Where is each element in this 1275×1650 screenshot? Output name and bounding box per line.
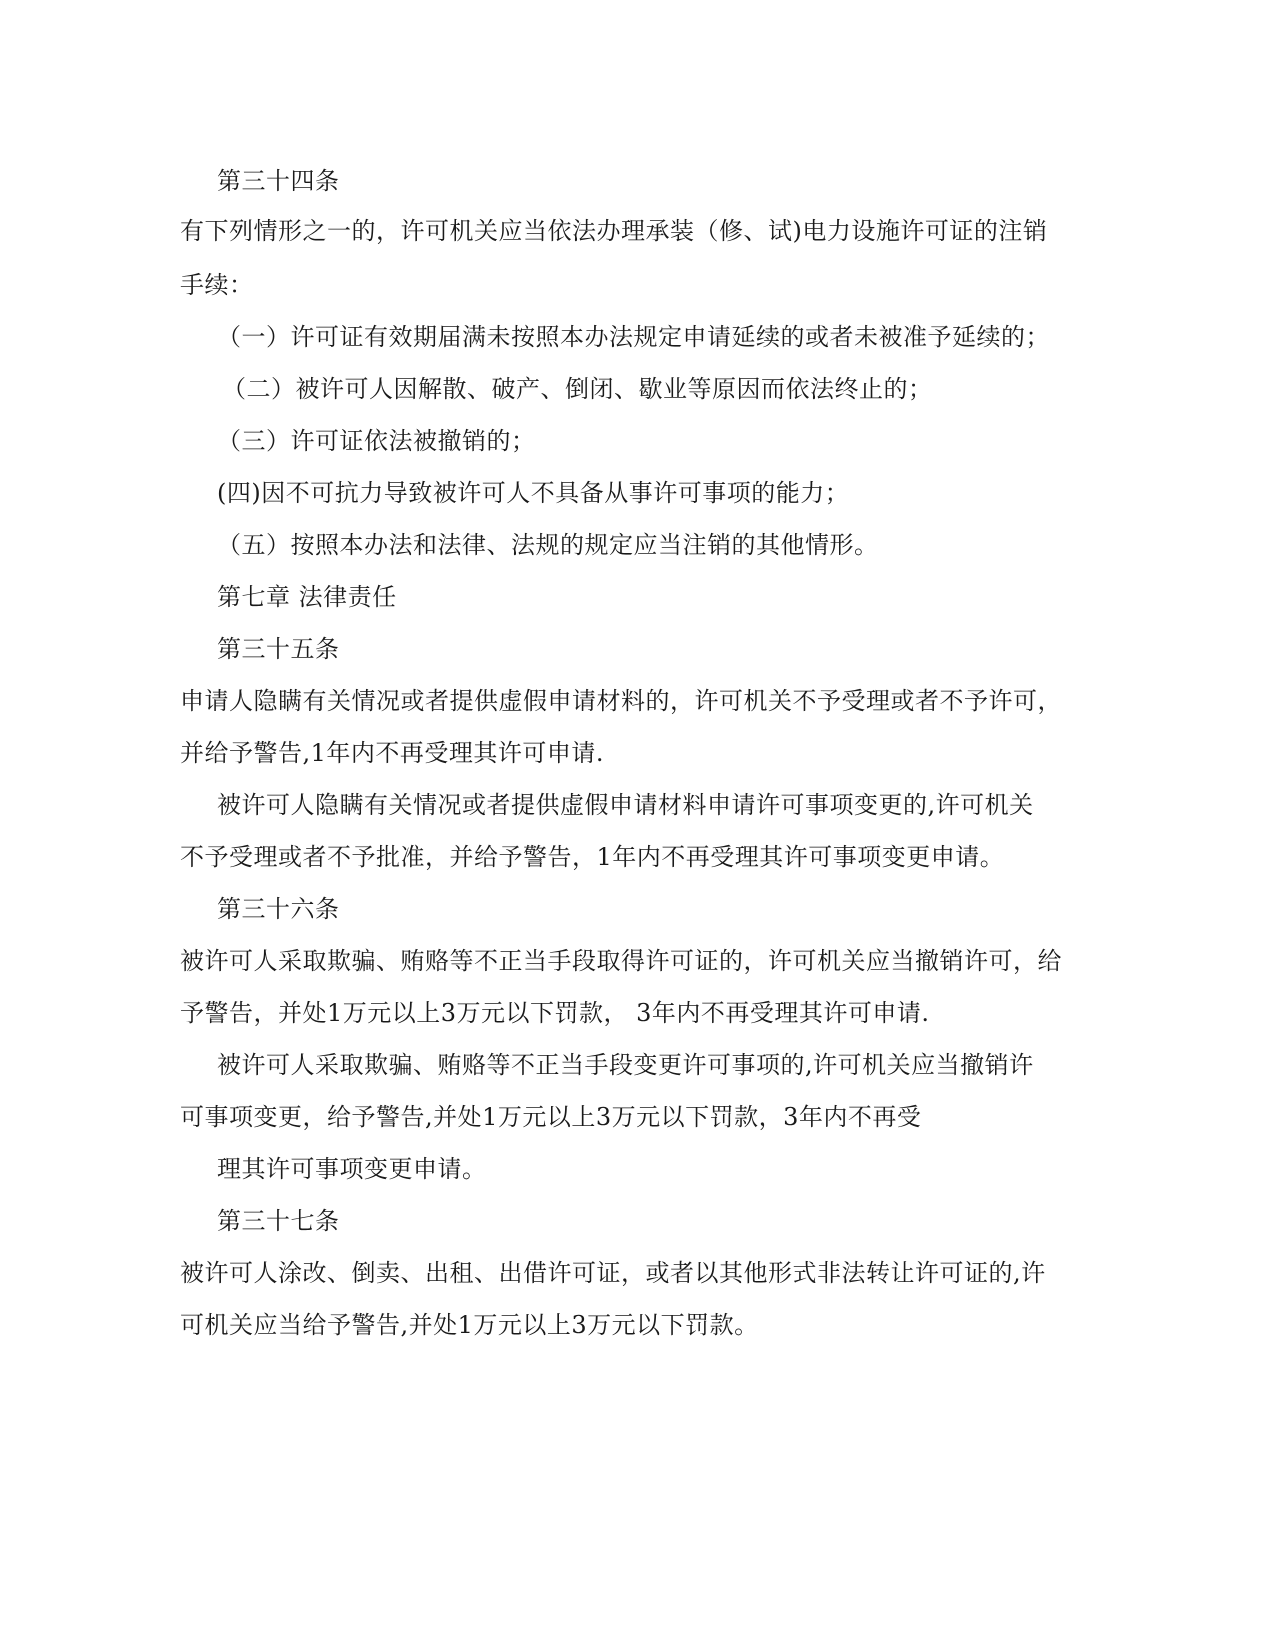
article-36-p2-line-1: 被许可人采取欺骗、贿赂等不正当手段变更许可事项的,许可机关应当撤销许 <box>217 1051 1034 1079</box>
article-34-item-3: （三）许可证依法被撤销的； <box>217 427 536 455</box>
chapter-7-heading: 第七章 法律责任 <box>217 583 397 611</box>
article-34-body-line-2: 手续： <box>180 271 254 299</box>
article-36-p2-line-2: 可事项变更，给予警告,并处1万元以上3万元以下罚款，3年内不再受 <box>180 1103 922 1131</box>
article-37-p1-line-2: 可机关应当给予警告,并处1万元以上3万元以下罚款。 <box>180 1311 759 1339</box>
article-34-item-1: （一）许可证有效期届满未按照本办法规定申请延续的或者未被准予延续的； <box>217 323 1050 351</box>
article-34-heading: 第三十四条 <box>217 167 340 195</box>
article-37-heading: 第三十七条 <box>217 1207 340 1235</box>
article-35-heading: 第三十五条 <box>217 635 340 663</box>
article-36-p2-line-3: 理其许可事项变更申请。 <box>217 1155 487 1183</box>
article-34-item-5: （五）按照本办法和法律、法规的规定应当注销的其他情形。 <box>217 531 879 559</box>
article-34-item-4: (四)因不可抗力导致被许可人不具备从事许可事项的能力； <box>217 479 850 507</box>
article-34-item-2: （二）被许可人因解散、破产、倒闭、歇业等原因而依法终止的； <box>222 375 933 403</box>
article-35-p2-line-1: 被许可人隐瞒有关情况或者提供虚假申请材料申请许可事项变更的,许可机关 <box>217 791 1034 819</box>
article-35-p2-line-2: 不予受理或者不予批准，并给予警告，1年内不再受理其许可事项变更申请。 <box>180 843 1005 871</box>
article-36-heading: 第三十六条 <box>217 895 340 923</box>
article-36-p1-line-1: 被许可人采取欺骗、贿赂等不正当手段取得许可证的，许可机关应当撤销许可，给 <box>180 947 1062 975</box>
article-35-p1-line-1: 申请人隐瞒有关情况或者提供虚假申请材料的，许可机关不予受理或者不予许可， <box>180 687 1062 715</box>
article-37-p1-line-1: 被许可人涂改、倒卖、出租、出借许可证，或者以其他形式非法转让许可证的,许 <box>180 1259 1046 1287</box>
article-36-p1-line-2: 予警告，并处1万元以上3万元以下罚款， 3年内不再受理其许可申请. <box>180 999 930 1027</box>
article-35-p1-line-2: 并给予警告,1年内不再受理其许可申请. <box>180 739 605 767</box>
article-34-body-line-1: 有下列情形之一的，许可机关应当依法办理承装（修、试)电力设施许可证的注销 <box>180 217 1048 245</box>
